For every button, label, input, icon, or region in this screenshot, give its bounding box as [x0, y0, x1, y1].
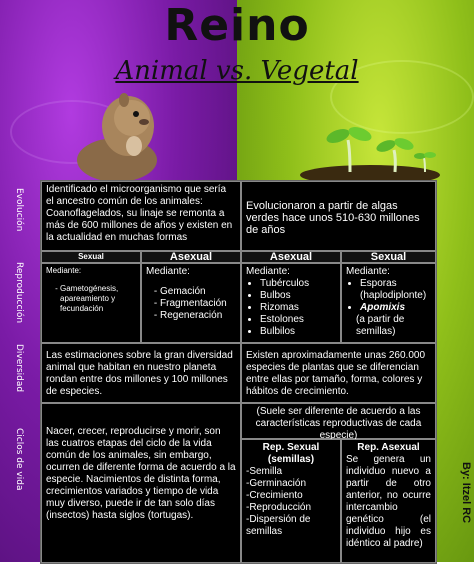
side-label-diversidad: Diversidad — [14, 344, 24, 393]
list-item: -Germinación — [246, 478, 307, 489]
sprout-image — [300, 120, 440, 180]
evolucion-animal: Identificado el microorganismo que sería el ancestro común de los animales: Coanoflagelados, su linaje se remonta a más de 600 millones de años y existen en la actualidad en muchas formas — [41, 181, 241, 251]
list-item: -Dispersión de semillas — [246, 514, 311, 537]
animal-sexual-cell — [41, 263, 141, 343]
page-subtitle: Animal vs. Vegetal — [115, 56, 359, 86]
squirrel-image — [62, 88, 167, 180]
animal-asexual-label: Mediante: — [146, 266, 190, 277]
list-item: • Tubérculos — [260, 278, 336, 290]
vegetal-sexual-label: Mediante: — [346, 266, 390, 277]
ciclos-animal: Nacer, crecer, reproducirse y morir, son las cuatros etapas del ciclo de la vida común de los animales, sin embargo, ocurren de diferente forma de acuerdo a la especie. Nacimientos de distinta forma, crecimientos variados y tiempo de vida muy diverso, puede ir de tan solo días (insectos) hasta siglos (tortugas). — [41, 403, 241, 563]
list-item: • Bulbos — [260, 290, 336, 302]
animal-sexual-label: Mediante: — [46, 266, 82, 275]
list-item: -Reproducción — [246, 502, 312, 513]
vegetal-asexual-label: Mediante: — [246, 266, 290, 277]
diversidad-vegetal: Existen aproximadamente unas 260.000 especies de plantas que se diferencian entre ellas por tamaño, forma, colores y hábitos de crecimiento. — [241, 343, 436, 403]
header-vegetal-sexual: Sexual — [341, 251, 436, 263]
side-label-evolucion: Evolución — [14, 188, 24, 232]
list-item: - Regeneración — [160, 310, 236, 322]
animal-asexual-cell — [141, 263, 241, 343]
page-title: Reino — [164, 0, 310, 51]
rep-asexual-title: Rep. Asexual — [357, 442, 420, 453]
rep-sexual-title: Rep. Sexual (semillas) — [262, 442, 320, 465]
header-animal-asexual: Asexual — [141, 251, 241, 263]
evolucion-vegetal: Evolucionaron a partir de algas verdes hace unos 510-630 millones de años — [241, 181, 436, 251]
vegetal-sexual-cell — [341, 263, 436, 343]
list-item: -Semilla — [246, 466, 283, 477]
author-byline: By: Itzel RC — [460, 462, 472, 524]
list-item: • Rizomas — [260, 302, 336, 314]
list-item: - Gemación — [160, 286, 236, 298]
list-item: • Estolones — [260, 314, 336, 326]
header-vegetal-asexual: Asexual — [241, 251, 341, 263]
rep-asexual-cell — [341, 439, 436, 563]
list-item: - Fragmentación — [160, 298, 236, 310]
comparison-table — [40, 180, 437, 564]
list-item: -Crecimiento — [246, 490, 303, 501]
list-item: • Bulbilos — [260, 326, 336, 338]
rep-asexual-text: Se genera un individuo nuevo a partir de otro anterior, no ocurre intercambio genético (el individuo hijo es idéntico al padre) — [346, 454, 431, 549]
vegetal-asexual-cell — [241, 263, 341, 343]
ciclos-vegetal-intro: (Suele ser diferente de acuerdo a las características reproductivas de cada especie) — [241, 403, 436, 439]
rep-sexual-cell — [241, 439, 341, 563]
list-item: • Esporas (haplodiplonte) — [360, 278, 431, 302]
list-item: - Gametogénesis, apareamiento y fecundación — [60, 284, 136, 314]
list-item: • Apomixis — [360, 302, 431, 314]
apomixis-note: (a partir de semillas) — [356, 314, 405, 337]
header-animal-sexual: Sexual — [41, 251, 141, 263]
diversidad-animal: Las estimaciones sobre la gran diversidad animal que habitan en nuestro planeta rondan entre dos millones y 100 millones de especies. — [41, 343, 241, 403]
side-label-reproduccion: Reproducción — [14, 262, 24, 324]
side-label-ciclos: Ciclos de vida — [14, 428, 24, 491]
